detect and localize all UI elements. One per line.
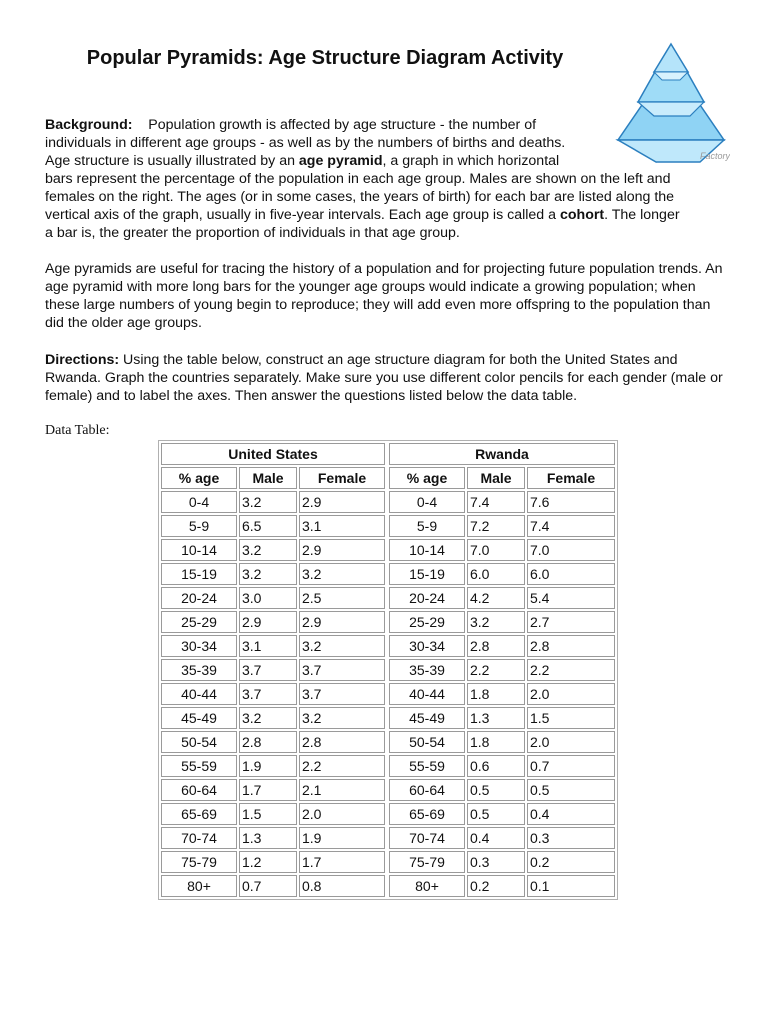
- female-cell: 2.8: [527, 635, 615, 657]
- table-row: [161, 683, 615, 705]
- male-cell: 3.2: [239, 491, 297, 513]
- female-cell: 3.2: [299, 707, 385, 729]
- age-pyramid-paragraph: Age pyramids are useful for tracing the history of a population and for projecting future population trends. An age pyramid with more long bars for the younger age groups would indicate a growing population; when these large numbers of young begin to reproduce; they will add even more offspring to the population than did the older age groups.: [45, 261, 723, 331]
- table-row: [161, 491, 615, 513]
- background-text: vertical axis of the graph, usually in five-year intervals. Each age group is called a: [45, 207, 560, 223]
- logo-text: Factory: [700, 151, 730, 161]
- male-cell: 1.8: [467, 683, 525, 705]
- background-line: [45, 152, 725, 170]
- age-cell: 40-44: [161, 683, 237, 705]
- background-text: individuals in different age groups - as well as by the numbers of births and deaths.: [45, 135, 566, 151]
- age-cell: 70-74: [389, 827, 465, 849]
- male-cell: 2.9: [239, 611, 297, 633]
- age-cell: 15-19: [161, 563, 237, 585]
- female-cell: 2.0: [527, 683, 615, 705]
- male-cell: 3.7: [239, 659, 297, 681]
- table-row: [161, 539, 615, 561]
- age-cell: 75-79: [161, 851, 237, 873]
- key-term: age pyramid: [298, 153, 383, 169]
- table-row: [161, 659, 615, 681]
- male-cell: 3.0: [239, 587, 297, 609]
- country-header-row: [161, 443, 615, 465]
- background-text: Age structure is usually illustrated by an: [45, 153, 299, 169]
- male-cell: 0.6: [467, 755, 525, 777]
- age-cell: 35-39: [389, 659, 465, 681]
- table-row: [161, 875, 615, 897]
- female-cell: 3.2: [299, 563, 385, 585]
- male-cell: 3.7: [239, 683, 297, 705]
- male-cell: 2.2: [467, 659, 525, 681]
- age-cell: 30-34: [389, 635, 465, 657]
- female-cell: 0.1: [527, 875, 615, 897]
- female-cell: 0.7: [527, 755, 615, 777]
- table-row: [161, 803, 615, 825]
- male-cell: 3.2: [239, 563, 297, 585]
- female-cell: 5.4: [527, 587, 615, 609]
- table-row: [161, 755, 615, 777]
- female-cell: 6.0: [527, 563, 615, 585]
- table-row: [161, 515, 615, 537]
- age-cell: 35-39: [161, 659, 237, 681]
- female-cell: 2.8: [299, 731, 385, 753]
- age-cell: 40-44: [389, 683, 465, 705]
- male-cell: 0.2: [467, 875, 525, 897]
- age-cell: 80+: [161, 875, 237, 897]
- male-cell: 3.2: [239, 539, 297, 561]
- female-cell: 3.1: [299, 515, 385, 537]
- female-cell: 2.2: [299, 755, 385, 777]
- female-cell: 1.7: [299, 851, 385, 873]
- background-text: bars represent the percentage of the population in each age group. Males are shown on the left and: [45, 171, 671, 187]
- male-cell: 6.0: [467, 563, 525, 585]
- male-cell: 4.2: [467, 587, 525, 609]
- female-cell: 0.5: [527, 779, 615, 801]
- female-cell: 3.2: [299, 635, 385, 657]
- background-text: . The longer: [604, 207, 680, 223]
- directions-label: Directions:: [45, 352, 120, 368]
- female-cell: 2.5: [299, 587, 385, 609]
- male-cell: 1.7: [239, 779, 297, 801]
- female-cell: 1.5: [527, 707, 615, 729]
- header-female-rwanda: Female: [527, 467, 615, 489]
- background-text: females on the right. The ages (or in some cases, the years of birth) for each bar are listed along the: [45, 189, 675, 205]
- male-cell: 3.2: [239, 707, 297, 729]
- female-cell: 2.0: [299, 803, 385, 825]
- column-header-row: [161, 467, 615, 489]
- age-cell: 80+: [389, 875, 465, 897]
- table-row: [161, 731, 615, 753]
- age-cell: 0-4: [389, 491, 465, 513]
- age-cell: 30-34: [161, 635, 237, 657]
- age-cell: 65-69: [161, 803, 237, 825]
- age-cell: 45-49: [389, 707, 465, 729]
- male-cell: 1.2: [239, 851, 297, 873]
- age-cell: 60-64: [161, 779, 237, 801]
- background-line: [45, 224, 725, 242]
- background-line: [45, 134, 725, 152]
- background-line: [45, 206, 725, 224]
- male-cell: 2.8: [467, 635, 525, 657]
- female-cell: 2.1: [299, 779, 385, 801]
- male-cell: 1.8: [467, 731, 525, 753]
- page-title: Popular Pyramids: Age Structure Diagram Activity: [86, 47, 564, 69]
- age-cell: 5-9: [161, 515, 237, 537]
- female-cell: 2.9: [299, 539, 385, 561]
- female-cell: 3.7: [299, 659, 385, 681]
- male-cell: 0.3: [467, 851, 525, 873]
- table-row: [161, 611, 615, 633]
- age-cell: 20-24: [161, 587, 237, 609]
- directions-paragraph: [45, 351, 725, 405]
- male-cell: 1.3: [467, 707, 525, 729]
- age-cell: 20-24: [389, 587, 465, 609]
- female-cell: 3.7: [299, 683, 385, 705]
- male-cell: 0.5: [467, 803, 525, 825]
- female-cell: 2.9: [299, 611, 385, 633]
- data-table-label: Data Table:: [45, 423, 110, 438]
- age-cell: 10-14: [389, 539, 465, 561]
- header-male-us: Male: [239, 467, 297, 489]
- age-cell: 45-49: [161, 707, 237, 729]
- female-cell: 2.7: [527, 611, 615, 633]
- male-cell: 2.8: [239, 731, 297, 753]
- male-cell: 7.2: [467, 515, 525, 537]
- age-cell: 25-29: [161, 611, 237, 633]
- female-cell: 0.8: [299, 875, 385, 897]
- country-rwanda: Rwanda: [389, 443, 615, 465]
- table-row: [161, 587, 615, 609]
- background-text: , a graph in which horizontal: [382, 153, 560, 169]
- table-row: [161, 563, 615, 585]
- key-term: cohort: [559, 207, 605, 223]
- age-cell: 70-74: [161, 827, 237, 849]
- header-age-rwanda: % age: [389, 467, 465, 489]
- female-cell: 0.4: [527, 803, 615, 825]
- background-text: Population growth is affected by age structure - the number of: [148, 117, 537, 133]
- female-cell: 7.6: [527, 491, 615, 513]
- male-cell: 1.9: [239, 755, 297, 777]
- background-paragraph: [45, 116, 725, 242]
- country-us: United States: [161, 443, 385, 465]
- background-line: [45, 188, 725, 206]
- table-row: [161, 851, 615, 873]
- female-cell: 0.3: [527, 827, 615, 849]
- male-cell: 3.1: [239, 635, 297, 657]
- age-cell: 60-64: [389, 779, 465, 801]
- female-cell: 2.2: [527, 659, 615, 681]
- male-cell: 7.4: [467, 491, 525, 513]
- header-female-us: Female: [299, 467, 385, 489]
- female-cell: 2.9: [299, 491, 385, 513]
- table-row: [161, 635, 615, 657]
- male-cell: 0.7: [239, 875, 297, 897]
- age-cell: 65-69: [389, 803, 465, 825]
- female-cell: 7.4: [527, 515, 615, 537]
- background-label: Background:: [45, 117, 133, 133]
- age-cell: 10-14: [161, 539, 237, 561]
- age-cell: 50-54: [161, 731, 237, 753]
- age-cell: 0-4: [161, 491, 237, 513]
- directions-text: Using the table below, construct an age structure diagram for both the United States and Rwanda. Graph the countries separately. Make sure you use different color pencils for each gender (male or female) and to label the axes. Then answer the questions listed below the data table.: [45, 352, 723, 404]
- male-cell: 1.3: [239, 827, 297, 849]
- age-cell: 75-79: [389, 851, 465, 873]
- age-cell: 55-59: [161, 755, 237, 777]
- age-cell: 5-9: [389, 515, 465, 537]
- age-cell: 50-54: [389, 731, 465, 753]
- table-row: [161, 779, 615, 801]
- male-cell: 6.5: [239, 515, 297, 537]
- female-cell: 0.2: [527, 851, 615, 873]
- age-cell: 15-19: [389, 563, 465, 585]
- age-cell: 55-59: [389, 755, 465, 777]
- header-male-rwanda: Male: [467, 467, 525, 489]
- age-cell: 25-29: [389, 611, 465, 633]
- female-cell: 2.0: [527, 731, 615, 753]
- background-line: [45, 116, 725, 134]
- female-cell: 1.9: [299, 827, 385, 849]
- male-cell: 7.0: [467, 539, 525, 561]
- header-age-us: % age: [161, 467, 237, 489]
- table-row: [161, 827, 615, 849]
- data-table: [158, 440, 618, 900]
- background-line: [45, 170, 725, 188]
- table-row: [161, 707, 615, 729]
- background-text: a bar is, the greater the proportion of individuals in that age group.: [45, 225, 460, 241]
- male-cell: 0.4: [467, 827, 525, 849]
- male-cell: 0.5: [467, 779, 525, 801]
- female-cell: 7.0: [527, 539, 615, 561]
- male-cell: 1.5: [239, 803, 297, 825]
- male-cell: 3.2: [467, 611, 525, 633]
